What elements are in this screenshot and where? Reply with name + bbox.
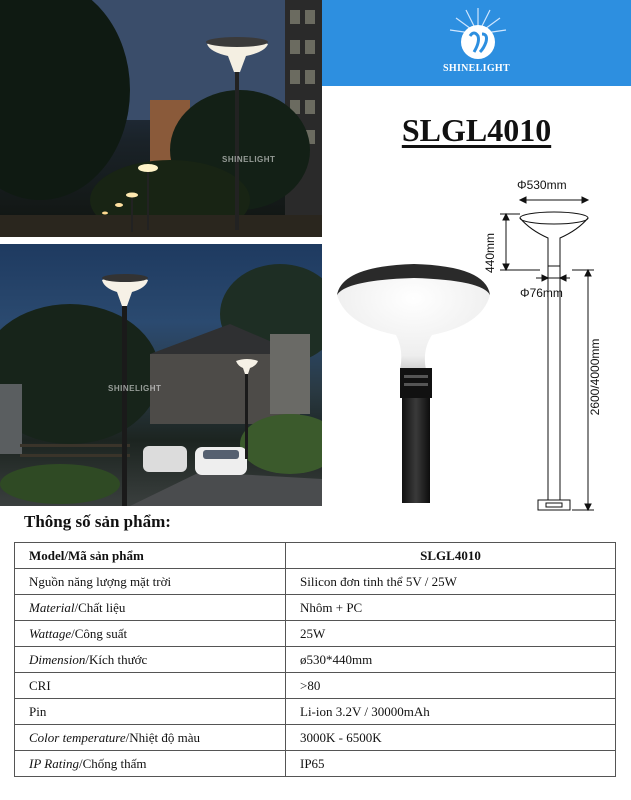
spec-table bbox=[14, 542, 616, 777]
spec-row bbox=[15, 751, 616, 777]
spec-label bbox=[15, 647, 286, 673]
spec-row bbox=[15, 595, 616, 621]
spec-row bbox=[15, 647, 616, 673]
spec-label bbox=[15, 595, 286, 621]
spec-value: 3000K - 6500K bbox=[286, 725, 616, 751]
dimension-pole-height-label: 2600/4000mm bbox=[588, 338, 602, 416]
spec-label-vi: /Chất liệu bbox=[74, 599, 126, 615]
spec-label bbox=[15, 751, 286, 777]
spec-label-en: Wattage bbox=[29, 625, 72, 641]
spec-row bbox=[15, 699, 616, 725]
watermark-text: SHINELIGHT bbox=[108, 384, 162, 393]
spec-header-label: Model/Mã sản phẩm bbox=[15, 543, 286, 569]
spec-heading: Thông số sản phẩm: bbox=[24, 512, 171, 531]
street-scene-illustration bbox=[0, 0, 322, 237]
spec-label-vi: /Chống thấm bbox=[78, 755, 147, 771]
spec-row bbox=[15, 725, 616, 751]
night-street-photo-bottom bbox=[0, 244, 322, 506]
brand-banner bbox=[322, 0, 631, 86]
brand-logo-icon bbox=[446, 6, 510, 66]
spec-row bbox=[15, 673, 616, 699]
residential-scene-illustration bbox=[0, 244, 322, 506]
spec-label-vi: Nguồn năng lượng mặt trời bbox=[29, 573, 172, 589]
spec-value: Nhôm + PC bbox=[286, 595, 616, 621]
night-street-photo-top bbox=[0, 0, 322, 237]
brand-name: SHINELIGHT bbox=[443, 63, 510, 74]
dimension-pole-diameter-label: Φ76mm bbox=[520, 286, 563, 300]
technical-drawing bbox=[480, 170, 631, 520]
spec-label bbox=[15, 699, 286, 725]
spec-value: Li-ion 3.2V / 30000mAh bbox=[286, 699, 616, 725]
watermark-text: SHINELIGHT bbox=[222, 155, 276, 164]
spec-label-vi: /Kích thước bbox=[85, 651, 148, 667]
spec-label-vi: CRI bbox=[29, 677, 51, 693]
spec-header-value: SLGL4010 bbox=[286, 543, 616, 569]
spec-row bbox=[15, 569, 616, 595]
dimension-head-height-label: 440mm bbox=[483, 232, 497, 273]
spec-label-en: IP Rating bbox=[29, 755, 79, 771]
spec-label-en: Color temperature bbox=[29, 729, 126, 745]
spec-label bbox=[15, 621, 286, 647]
spec-label-vi: Pin bbox=[29, 703, 47, 719]
spec-label bbox=[15, 725, 286, 751]
model-title: SLGL4010 bbox=[401, 112, 552, 148]
spec-value: IP65 bbox=[286, 751, 616, 777]
spec-value: ø530*440mm bbox=[286, 647, 616, 673]
spec-label-vi: /Nhiệt độ màu bbox=[125, 729, 201, 745]
spec-label-en: Material bbox=[29, 599, 75, 615]
spec-value: >80 bbox=[286, 673, 616, 699]
spec-label bbox=[15, 673, 286, 699]
spec-value: 25W bbox=[286, 621, 616, 647]
spec-label bbox=[15, 569, 286, 595]
spec-value: Silicon đơn tinh thể 5V / 25W bbox=[286, 569, 616, 595]
dimension-width-label: Φ530mm bbox=[517, 178, 567, 192]
spec-row bbox=[15, 621, 616, 647]
spec-label-en: Dimension bbox=[29, 651, 86, 667]
spec-label-vi: /Công suất bbox=[71, 625, 128, 641]
lamp-product-image bbox=[322, 240, 502, 510]
spec-header-row bbox=[15, 543, 616, 569]
